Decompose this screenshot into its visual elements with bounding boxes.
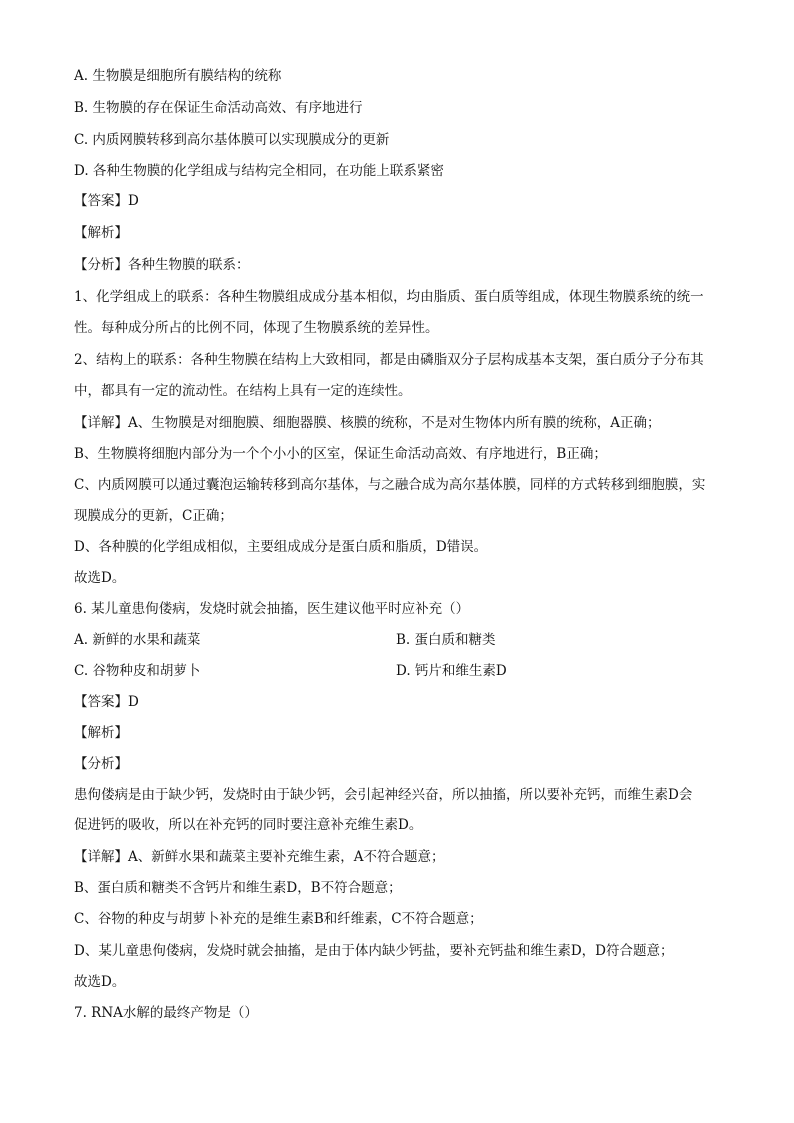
analysis-line: 现膜成分的更新，C正确； (74, 508, 233, 524)
q6-option-d: D. 钙片和维生素D (396, 663, 507, 679)
analysis-line: 性。每种成分所占的比例不同，体现了生物膜系统的差异性。 (74, 320, 439, 336)
analysis-line: 【详解】A、新鲜水果和蔬菜主要补充维生素，A不符合题意； (74, 849, 445, 865)
question-6-options-row-2 (74, 663, 724, 679)
analysis-line: 2、结构上的联系：各种生物膜在结构上大致相同，都是由磷脂双分子层构成基本支架，蛋白质分子分布其 (74, 352, 704, 368)
analysis-line: 故选D。 (74, 570, 126, 586)
analysis-line: D、某儿童患佝偻病，发烧时就会抽搐，是由于体内缺少钙盐，要补充钙盐和维生素D，D符合题意； (74, 943, 674, 959)
analysis-line: 【分析】各种生物膜的联系： (74, 257, 250, 273)
option-c: C. 内质网膜转移到高尔基体膜可以实现膜成分的更新 (74, 132, 390, 148)
option-b: B. 生物膜的存在保证生命活动高效、有序地进行 (74, 100, 363, 116)
analysis-line: C、谷物的种皮与胡萝卜补充的是维生素B和纤维素，C不符合题意； (74, 911, 483, 927)
answer-label: 【答案】D (74, 193, 139, 209)
analysis-line: 中，都具有一定的流动性。在结构上具有一定的连续性。 (74, 383, 412, 399)
analysis-line: 故选D。 (74, 974, 126, 990)
analysis-line: C、内质网膜可以通过囊泡运输转移到高尔基体，与之融合成为高尔基体膜，同样的方式转移到细胞膜，实 (74, 477, 706, 493)
analysis-line: 【分析】 (74, 756, 128, 772)
option-a: A. 生物膜是细胞所有膜结构的统称 (74, 68, 282, 84)
question-6-stem: 6. 某儿童患佝偻病，发烧时就会抽搐，医生建议他平时应补充（） (74, 601, 470, 617)
analysis-line: 患佝偻病是由于缺少钙，发烧时由于缺少钙，会引起神经兴奋，所以抽搐，所以要补充钙，而维生素D会 (74, 787, 693, 803)
q6-option-a: A. 新鲜的水果和蔬菜 (74, 632, 201, 648)
question-7-stem: 7. RNA水解的最终产物是（） (74, 1005, 258, 1021)
analysis-line: B、生物膜将细胞内部分为一个个小小的区室，保证生命活动高效、有序地进行，B正确； (74, 446, 607, 462)
question-6-options-row-1 (74, 632, 724, 648)
analysis-heading: 【解析】 (74, 725, 128, 741)
analysis-line: 1、化学组成上的联系：各种生物膜组成成分基本相似，均由脂质、蛋白质等组成，体现生物膜系统的统一 (74, 289, 704, 305)
analysis-line: 促进钙的吸收，所以在补充钙的同时要注意补充维生素D。 (74, 817, 423, 833)
analysis-heading: 【解析】 (74, 225, 128, 241)
option-d: D. 各种生物膜的化学组成与结构完全相同，在功能上联系紧密 (74, 163, 444, 179)
q6-option-c: C. 谷物种皮和胡萝卜 (74, 663, 201, 679)
q6-option-b: B. 蛋白质和糖类 (396, 632, 496, 648)
answer-label: 【答案】D (74, 694, 139, 710)
analysis-line: D、各种膜的化学组成相似，主要组成成分是蛋白质和脂质，D错误。 (74, 539, 488, 555)
analysis-line: B、蛋白质和糖类不含钙片和维生素D，B不符合题意； (74, 880, 402, 896)
analysis-line: 【详解】A、生物膜是对细胞膜、细胞器膜、核膜的统称，不是对生物体内所有膜的统称，A正确； (74, 415, 661, 431)
